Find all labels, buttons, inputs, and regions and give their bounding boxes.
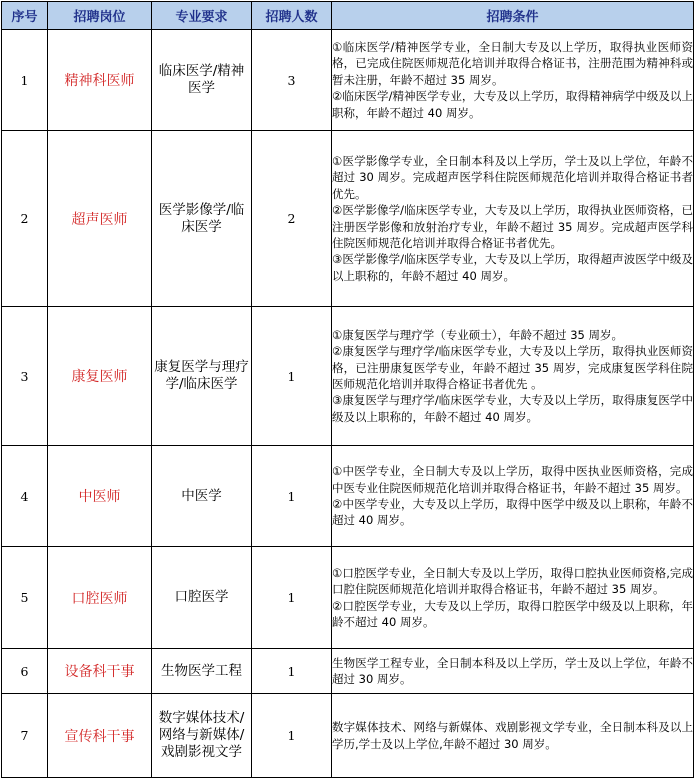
row-major: 临床医学/精神医学 (152, 30, 252, 131)
row-count: 3 (252, 30, 332, 131)
header-conditions: 招聘条件 (332, 2, 694, 30)
condition-item: ②医学影像学/临床医学专业，大专及以上学历，取得执业医师资格，已注册医学影像和放射治疗专业，年龄不超过 35 周岁。完成超声医学科住院医师规范化培训并取得合格证书者优先。 (332, 203, 693, 250)
row-count: 2 (252, 131, 332, 307)
table-row (2, 30, 694, 131)
row-index: 5 (2, 547, 48, 649)
row-position: 设备科干事 (48, 649, 152, 694)
header-major: 专业要求 (152, 2, 252, 30)
row-position: 宣传科干事 (48, 694, 152, 778)
recruitment-table (1, 1, 694, 778)
row-conditions (332, 547, 694, 649)
row-index: 2 (2, 131, 48, 307)
row-major: 医学影像学/临床医学 (152, 131, 252, 307)
row-index: 6 (2, 649, 48, 694)
row-conditions (332, 131, 694, 307)
row-count: 1 (252, 446, 332, 547)
header-count: 招聘人数 (252, 2, 332, 30)
table-row (2, 649, 694, 694)
row-count: 1 (252, 547, 332, 649)
condition-item: 数字媒体技术、网络与新媒体、戏剧影视文学专业，全日制本科及以上学历,学士及以上学位,年龄不超过 30 周岁。 (332, 720, 693, 751)
row-index: 3 (2, 307, 48, 446)
condition-item: ①口腔医学专业，全日制大专及以上学历，取得口腔执业医师资格,完成口腔住院医师规范化培训并取得合格证书，年龄不超过 35 周岁。 (332, 565, 693, 597)
condition-item: ①医学影像学专业，全日制本科及以上学历，学士及以上学位，年龄不超过 30 周岁。完成超声医学科住院医师规范化培训并取得合格证书者优先。 (332, 153, 693, 201)
row-position: 中医师 (48, 446, 152, 547)
condition-item: ②口腔医学专业，大专及以上学历，取得口腔医学中级及以上职称，年龄不超过 40 周岁。 (332, 598, 693, 629)
header-row (2, 2, 694, 30)
condition-item: ③康复医学与理疗学/临床医学专业，大专及以上学历，取得康复医学中级及以上职称的，年龄不超过 40 周岁。 (332, 393, 693, 424)
row-conditions (332, 649, 694, 694)
table-row (2, 547, 694, 649)
table-row (2, 446, 694, 547)
row-major: 数字媒体技术/网络与新媒体/戏剧影视文学 (152, 694, 252, 778)
condition-item: ②康复医学与理疗学/临床医学专业，大专及以上学历，取得执业医师资格，已注册康复医学专业，年龄不超过 35 周岁，完成康复医学科住院医师规范化培训并取得合格证书者优先 。 (332, 344, 693, 391)
condition-item: 生物医学工程专业，全日制本科及以上学历，学士及以上学位，年龄不超过 30 周岁。 (332, 655, 693, 686)
row-major: 生物医学工程 (152, 649, 252, 694)
row-index: 1 (2, 30, 48, 131)
condition-item: ①康复医学与理疗学（专业硕士），年龄不超过 35 周岁。 (332, 327, 624, 342)
condition-item: ①中医学专业，全日制大专及以上学历，取得中医执业医师资格，完成中医专业住院医师规范化培训并取得合格证书，年龄不超过 35 周岁。 (332, 464, 693, 495)
row-conditions (332, 446, 694, 547)
row-conditions (332, 694, 694, 778)
row-count: 1 (252, 649, 332, 694)
row-position: 口腔医师 (48, 547, 152, 649)
condition-item: ①临床医学/精神医学专业，全日制大专及以上学历，取得执业医师资格，已完成住院医师规范化培训并取得合格证书，注册范围为精神科或暂未注册，年龄不超过 35 周岁。 (332, 39, 693, 87)
row-position: 超声医师 (48, 131, 152, 307)
row-count: 1 (252, 694, 332, 778)
condition-item: ②临床医学/精神医学专业，大专及以上学历，取得精神病学中级及以上职称，年龄不超过 40 周岁。 (332, 89, 693, 120)
table-row (2, 307, 694, 446)
condition-item: ③医学影像学/临床医学专业，大专及以上学历，取得超声波医学中级及以上职称的，年龄不超过 40 周岁。 (332, 252, 693, 283)
row-major: 口腔医学 (152, 547, 252, 649)
row-conditions (332, 307, 694, 446)
row-major: 中医学 (152, 446, 252, 547)
row-major: 康复医学与理疗学/临床医学 (152, 307, 252, 446)
row-position: 康复医师 (48, 307, 152, 446)
table-row (2, 131, 694, 307)
table-row (2, 694, 694, 778)
row-conditions (332, 30, 694, 131)
row-position: 精神科医师 (48, 30, 152, 131)
row-index: 7 (2, 694, 48, 778)
header-position: 招聘岗位 (48, 2, 152, 30)
row-index: 4 (2, 446, 48, 547)
condition-item: ②中医学专业，大专及以上学历，取得中医学中级及以上职称，年龄不超过 40 周岁。 (332, 497, 693, 528)
header-index: 序号 (2, 2, 48, 30)
row-count: 1 (252, 307, 332, 446)
